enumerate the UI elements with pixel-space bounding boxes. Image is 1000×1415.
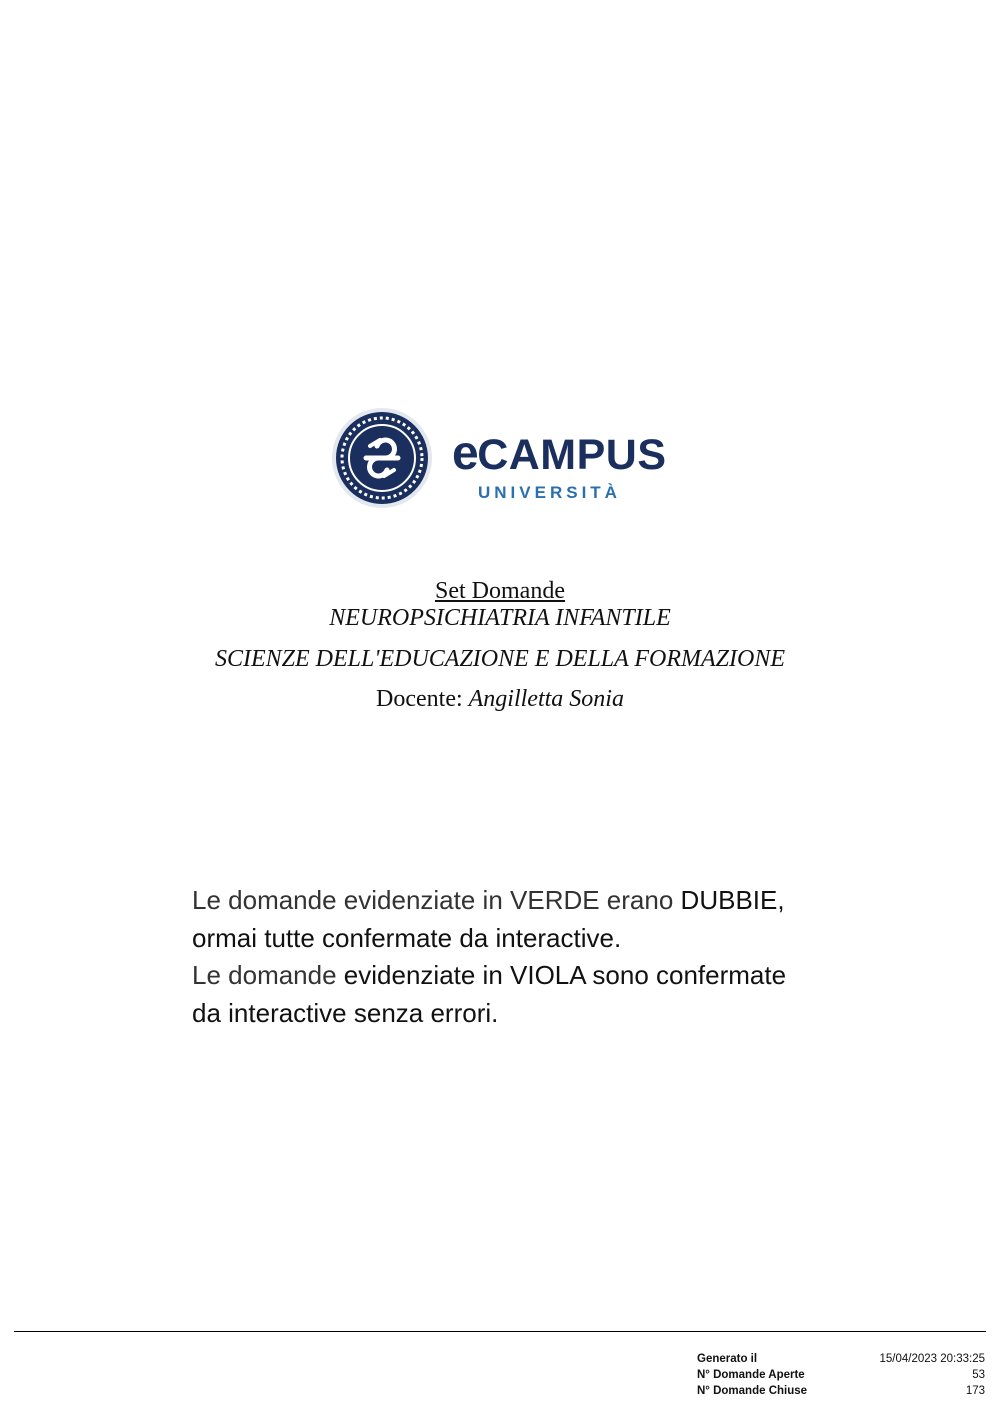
docente-label: Docente: [376,686,463,712]
ecampus-logo [330,406,675,511]
meta-value: 173 [965,1385,985,1397]
highlight-notes [192,882,832,1032]
brand-wordmark: eCAMPUS [452,427,667,480]
set-title: Set Domande [435,578,565,604]
meta-row-closed [697,1383,985,1399]
course-title: NEUROPSICHIATRIA INFANTILE [329,605,671,631]
meta-value: 15/04/2023 20:33:25 [879,1353,985,1365]
note-line4: da interactive senza errori. [192,997,499,1028]
meta-row-open [697,1367,985,1383]
meta-value: 53 [972,1369,985,1381]
ecampus-seal-icon [330,406,434,510]
faculty-title: SCIENZE DELL'EDUCAZIONE E DELLA FORMAZIONE [214,646,786,672]
footer-divider [14,1331,986,1332]
note-line3-b: evidenziate in VIOLA sono confermate [343,960,787,990]
note-line2: ormai tutte confermate da interactive. [192,922,622,953]
docente-line [0,686,1000,713]
brand-subtitle: UNIVERSITÀ [478,483,621,502]
note-line1-b: DUBBIE, [680,885,785,915]
meta-row-generated [697,1351,985,1367]
note-line1-a: Le domande evidenziate in VERDE erano [192,885,674,915]
docente-name: Angilletta Sonia [468,686,624,712]
footer-meta [697,1351,985,1399]
meta-label: N° Domande Chiuse [697,1385,808,1397]
note-line3-a: Le domande [192,960,337,990]
meta-label: N° Domande Aperte [697,1369,805,1381]
meta-label: Generato il [697,1353,758,1365]
